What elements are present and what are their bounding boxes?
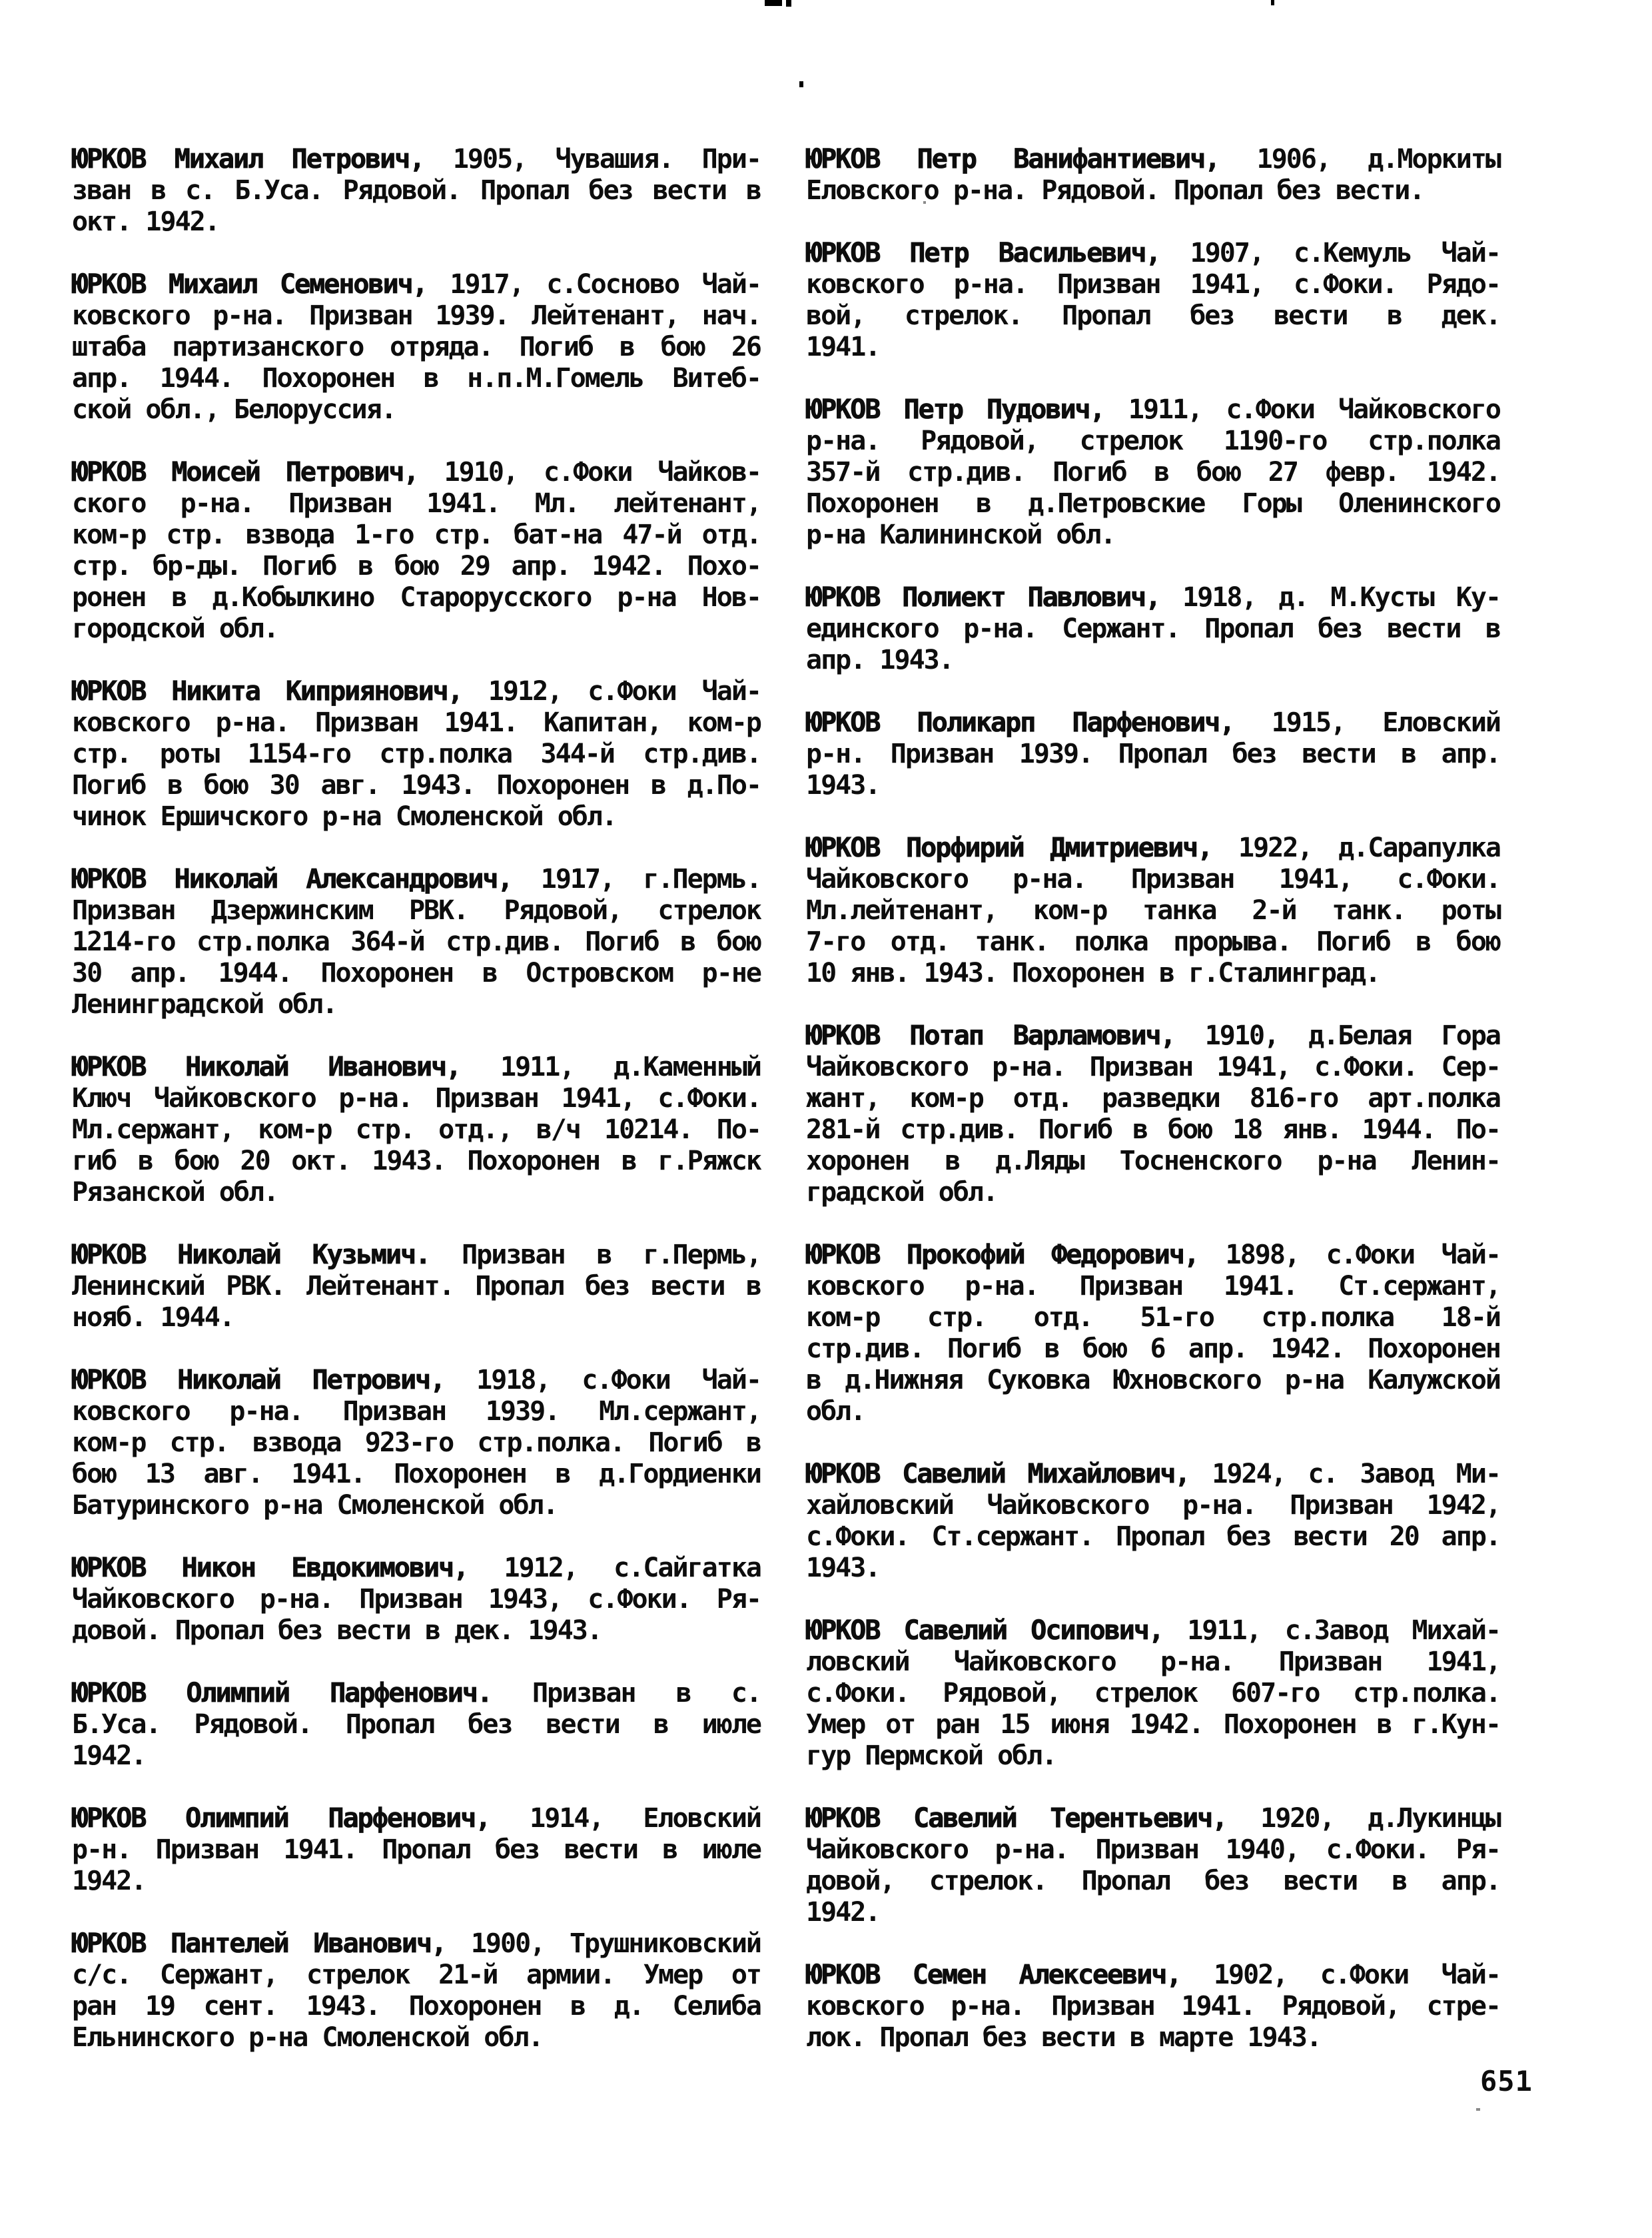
memorial-entry	[72, 676, 761, 833]
entry-person-name: ЮРКОВ Михаил Петрович,	[72, 144, 424, 175]
entry-line: довой, стрелок. Пропал без вести в апр.	[806, 1866, 1500, 1896]
entry-person-name: ЮРКОВ Савелий Михайлович,	[806, 1459, 1190, 1489]
entry-line: 7-го отд. танк. полка прорыва. Погиб в бою	[806, 927, 1500, 957]
entry-line: ЮРКОВ Петр Васильевич, 1907, с.Кемуль Чай-	[806, 238, 1500, 268]
entry-line: градской обл.	[806, 1177, 998, 1208]
entry-person-name: ЮРКОВ Прокофий Федорович,	[806, 1240, 1199, 1270]
entry-line: ком-р стр. взвода 1-го стр. бат-на 47-й отд.	[72, 520, 761, 550]
entry-person-name: ЮРКОВ Полиект Павлович,	[806, 582, 1160, 613]
entry-line: с/с. Сержант, стрелок 21-й армии. Умер от	[72, 1960, 761, 1990]
entry-line: штаба партизанского отряда. Погиб в бою 26	[72, 332, 761, 362]
entry-line: с.Фоки. Рядовой, стрелок 607-го стр.полка.	[806, 1678, 1500, 1708]
entry-line: Мл.сержант, ком-р стр. отд., в/ч 10214. По-	[72, 1114, 761, 1145]
memorial-entry	[72, 864, 761, 1020]
entry-line: Чайковского р-на. Призван 1940, с.Фоки. Ря-	[806, 1834, 1500, 1865]
entry-person-name: ЮРКОВ Николай Александрович,	[72, 864, 512, 895]
entry-line: ЮРКОВ Пантелей Иванович, 1900, Трушниковский	[72, 1928, 761, 1959]
memorial-entry	[806, 707, 1500, 801]
memorial-entry	[806, 144, 1500, 206]
entry-person-name: ЮРКОВ Семен Алексеевич,	[806, 1960, 1181, 1990]
entry-line: 1943.	[806, 1553, 880, 1583]
entry-line: гур Пермской обл.	[806, 1740, 1056, 1771]
memorial-entry	[72, 269, 761, 426]
memorial-entry	[806, 1960, 1500, 2053]
entry-line: Ленинский РВК. Лейтенант. Пропал без вести в	[72, 1271, 761, 1302]
memorial-entry	[806, 1020, 1500, 1208]
entry-line: Мл.лейтенант, ком-р танка 2-й танк. роты	[806, 895, 1500, 926]
entry-line: р-на. Рядовой, стрелок 1190-го стр.полка	[806, 426, 1500, 456]
entry-person-name: ЮРКОВ Олимпий Парфенович,	[72, 1803, 490, 1834]
entry-line: 1942.	[806, 1897, 880, 1928]
entry-line: стр. бр-ды. Погиб в бою 29 апр. 1942. Похо-	[72, 551, 761, 581]
entry-line: Ленинградской обл.	[72, 989, 337, 1020]
entry-line: единского р-на. Сержант. Пропал без вести в	[806, 613, 1500, 644]
entry-person-name: ЮРКОВ Николай Иванович,	[72, 1052, 461, 1082]
entry-line: обл.	[806, 1396, 865, 1427]
entry-line: Б.Уса. Рядовой. Пропал без вести в июле	[72, 1709, 761, 1740]
entry-line: гиб в бою 20 окт. 1943. Похоронен в г.Ряжск	[72, 1146, 761, 1176]
entry-line: ЮРКОВ Семен Алексеевич, 1902, с.Фоки Чай-	[806, 1960, 1500, 1990]
entry-person-name: ЮРКОВ Петр Ванифантиевич,	[806, 144, 1220, 175]
scan-artifact	[1271, 0, 1274, 5]
memorial-entry	[72, 144, 761, 238]
entry-line: ЮРКОВ Олимпий Парфенович, 1914, Еловский	[72, 1803, 761, 1834]
entry-line: ЮРКОВ Поликарп Парфенович, 1915, Еловский	[806, 707, 1500, 738]
entry-line: ЮРКОВ Потап Варламович, 1910, д.Белая Гора	[806, 1020, 1501, 1051]
entry-line: 1942.	[72, 1740, 146, 1771]
entry-line: жант, ком-р отд. разведки 816-го арт.полка	[806, 1083, 1500, 1114]
entry-line: зван в с. Б.Уса. Рядовой. Пропал без вести в	[72, 175, 761, 206]
page-number: 651	[1480, 2065, 1533, 2097]
memorial-entry	[806, 1459, 1500, 1584]
memorial-entry	[72, 1052, 761, 1208]
entry-line: 357-й стр.див. Погиб в бою 27 февр. 1942.	[806, 457, 1500, 488]
entry-person-name: ЮРКОВ Савелий Осипович,	[806, 1615, 1164, 1646]
entry-line: чинок Ершичского р-на Смоленской обл.	[72, 801, 617, 832]
entry-line: ком-р стр. взвода 923-го стр.полка. Погиб в	[72, 1427, 761, 1458]
entry-line: ской обл., Белоруссия.	[72, 394, 396, 425]
entry-line: Ключ Чайковского р-на. Призван 1941, с.Фоки.	[72, 1083, 761, 1114]
entry-line: ЮРКОВ Петр Ванифантиевич, 1906, д.Моркиты	[806, 144, 1500, 175]
entry-line: ковского р-на. Призван 1941. Рядовой, стре-	[806, 1991, 1500, 2022]
entry-person-name: ЮРКОВ Никон Евдокимович,	[72, 1553, 468, 1583]
entry-line: Чайковского р-на. Призван 1941, с.Фоки. Сер-	[806, 1052, 1500, 1082]
entry-person-name: ЮРКОВ Савелий Терентьевич,	[806, 1803, 1227, 1834]
entry-line: окт. 1942.	[72, 206, 219, 237]
entry-person-name: ЮРКОВ Петр Пудович,	[806, 394, 1104, 425]
scan-artifact	[799, 81, 803, 87]
entry-line: ЮРКОВ Савелий Михайлович, 1924, с. Завод Ми-	[806, 1459, 1500, 1489]
entry-line: ковского р-на. Призван 1941, с.Фоки. Рядо-	[806, 269, 1500, 300]
entry-line: ЮРКОВ Николай Иванович, 1911, д.Каменный	[72, 1052, 761, 1082]
memorial-entry	[72, 1678, 761, 1772]
entry-line: ЮРКОВ Михаил Семенович, 1917, с.Сосново Чай-	[72, 269, 761, 300]
entry-line: ского р-на. Призван 1941. Мл. лейтенант,	[72, 488, 761, 519]
entry-line: ЮРКОВ Никон Евдокимович, 1912, с.Сайгатка	[72, 1553, 761, 1583]
entry-line: стр. роты 1154-го стр.полка 344-й стр.див.	[72, 739, 761, 769]
entry-person-name: ЮРКОВ Николай Кузьмич.	[72, 1240, 430, 1270]
entry-line: ковского р-на. Призван 1939. Мл.сержант,	[72, 1396, 761, 1427]
entry-person-name: ЮРКОВ Моисей Петрович,	[72, 457, 418, 488]
memorial-entry	[72, 1240, 761, 1333]
entry-line: 1943.	[806, 770, 880, 801]
entry-line: ЮРКОВ Николай Александрович, 1917, г.Пермь.	[72, 864, 761, 895]
entry-line: 1214-го стр.полка 364-й стр.див. Погиб в бою	[72, 927, 761, 957]
entry-line: Умер от ран 15 июня 1942. Похоронен в г.Кун-	[806, 1709, 1500, 1740]
entry-line: лок. Пропал без вести в марте 1943.	[806, 2022, 1321, 2053]
entry-person-name: ЮРКОВ Олимпий Парфенович.	[72, 1678, 492, 1708]
entry-line: городской обл.	[72, 613, 278, 644]
entry-line: ЮРКОВ Михаил Петрович, 1905, Чувашия. При-	[72, 144, 761, 175]
entry-line: Рязанской обл.	[72, 1177, 278, 1208]
entry-line: ЮРКОВ Никита Киприянович, 1912, с.Фоки Чай-	[72, 676, 761, 707]
entry-person-name: ЮРКОВ Николай Петрович,	[72, 1365, 445, 1395]
entry-line: Похоронен в д.Петровские Горы Оленинского	[806, 488, 1500, 519]
entry-line: 30 апр. 1944. Похоронен в Островском р-не	[72, 958, 761, 988]
entry-line: хоронен в д.Ляды Тосненского р-на Ленин-	[806, 1146, 1500, 1176]
entry-line: ронен в д.Кобылкино Старорусского р-на Нов-	[72, 582, 761, 613]
entry-line: апр. 1944. Похоронен в н.п.М.Гомель Витеб-	[72, 363, 761, 394]
entry-line: ЮРКОВ Савелий Осипович, 1911, с.Завод Михай-	[806, 1615, 1500, 1646]
entry-line: ран 19 сент. 1943. Похоронен в д. Селиба	[72, 1991, 761, 2022]
entry-line: бою 13 авг. 1941. Похоронен в д.Гордиенки	[72, 1459, 761, 1489]
entry-line: 281-й стр.див. Погиб в бою 18 янв. 1944. По-	[806, 1114, 1500, 1145]
entry-person-name: ЮРКОВ Поликарп Парфенович,	[806, 707, 1234, 738]
entry-line: Погиб в бою 30 авг. 1943. Похоронен в д.По-	[72, 770, 761, 801]
entry-line: с.Фоки. Ст.сержант. Пропал без вести 20 апр.	[806, 1521, 1500, 1552]
text-column-right	[806, 144, 1500, 2085]
memorial-entry	[806, 1615, 1500, 1772]
entry-line: нояб. 1944.	[72, 1302, 234, 1333]
entry-line: р-на Калининской обл.	[806, 520, 1115, 550]
entry-person-name: ЮРКОВ Пантелей Иванович,	[72, 1928, 446, 1959]
entry-line: хайловский Чайковского р-на. Призван 1942,	[806, 1490, 1500, 1521]
entry-line: Ельнинского р-на Смоленской обл.	[72, 2022, 543, 2053]
memorial-entry	[72, 457, 761, 645]
scan-artifact	[765, 0, 782, 6]
text-column-left	[72, 144, 761, 2085]
entry-person-name: ЮРКОВ Никита Киприянович,	[72, 676, 462, 707]
entry-person-name: ЮРКОВ Петр Васильевич,	[806, 238, 1160, 268]
entry-line: ЮРКОВ Прокофий Федорович, 1898, с.Фоки Чай-	[806, 1240, 1500, 1270]
entry-line: в д.Нижняя Суковка Юхновского р-на Калужской	[806, 1365, 1500, 1395]
entry-person-name: ЮРКОВ Порфирий Дмитриевич,	[806, 833, 1212, 863]
entry-line: 10 янв. 1943. Похоронен в г.Сталинград.	[806, 958, 1380, 988]
entry-line: довой. Пропал без вести в дек. 1943.	[72, 1615, 602, 1646]
entry-line: ковского р-на. Призван 1939. Лейтенант, нач.	[72, 300, 761, 331]
entry-line: ЮРКОВ Николай Петрович, 1918, с.Фоки Чай-	[72, 1365, 761, 1395]
memorial-entry	[806, 1803, 1500, 1928]
entry-line: ЮРКОВ Моисей Петрович, 1910, с.Фоки Чайков-	[72, 457, 761, 488]
entry-line: стр.див. Погиб в бою 6 апр. 1942. Похоронен	[806, 1333, 1500, 1364]
entry-line: ЮРКОВ Полиект Павлович, 1918, д. М.Кусты Ку-	[806, 582, 1500, 613]
entry-line: ЮРКОВ Порфирий Дмитриевич, 1922, д.Сарапулка	[806, 833, 1500, 863]
entry-line: вой, стрелок. Пропал без вести в дек.	[806, 300, 1500, 331]
scan-artifact	[786, 0, 791, 7]
entry-line: ЮРКОВ Савелий Терентьевич, 1920, д.Лукинцы	[806, 1803, 1500, 1834]
entry-line: ком-р стр. отд. 51-го стр.полка 18-й	[806, 1302, 1500, 1333]
memorial-entry	[806, 582, 1500, 676]
entry-line: 1941.	[806, 332, 880, 362]
entry-line: Чайковского р-на. Призван 1943, с.Фоки. Ря-	[72, 1584, 761, 1615]
entry-line: Батуринского р-на Смоленской обл.	[72, 1490, 558, 1521]
scan-artifact	[1476, 2108, 1480, 2111]
entry-person-name: ЮРКОВ Михаил Семенович,	[72, 269, 427, 300]
entry-line: Еловского р-на. Рядовой. Пропал без вести.	[806, 175, 1424, 206]
entry-line: Чайковского р-на. Призван 1941, с.Фоки.	[806, 864, 1500, 895]
entry-line: Призван Дзержинским РВК. Рядовой, стрелок	[72, 895, 761, 926]
entry-line: р-н. Призван 1939. Пропал без вести в апр.	[806, 739, 1500, 769]
entry-line: р-н. Призван 1941. Пропал без вести в июле	[72, 1834, 761, 1865]
memorial-entry	[806, 833, 1500, 989]
entry-line: ЮРКОВ Петр Пудович, 1911, с.Фоки Чайковского	[806, 394, 1500, 425]
memorial-entry	[806, 1240, 1500, 1427]
entry-line: ЮРКОВ Николай Кузьмич. Призван в г.Пермь,	[72, 1240, 761, 1270]
memorial-entry	[72, 1803, 761, 1897]
entry-line: ЮРКОВ Олимпий Парфенович. Призван в с.	[72, 1678, 761, 1708]
memorial-entry	[806, 238, 1500, 363]
memorial-entry	[72, 1553, 761, 1647]
entry-line: 1942.	[72, 1866, 146, 1896]
entry-line: ковского р-на. Призван 1941. Капитан, ком-р	[72, 707, 761, 738]
memorial-entry	[72, 1365, 761, 1521]
memorial-entry	[72, 1928, 761, 2053]
memorial-entry	[806, 394, 1500, 551]
entry-line: ловский Чайковского р-на. Призван 1941,	[806, 1647, 1500, 1677]
entry-line: ковского р-на. Призван 1941. Ст.сержант,	[806, 1271, 1500, 1302]
entry-person-name: ЮРКОВ Потап Варламович,	[806, 1020, 1175, 1051]
entry-line: апр. 1943.	[806, 645, 953, 675]
